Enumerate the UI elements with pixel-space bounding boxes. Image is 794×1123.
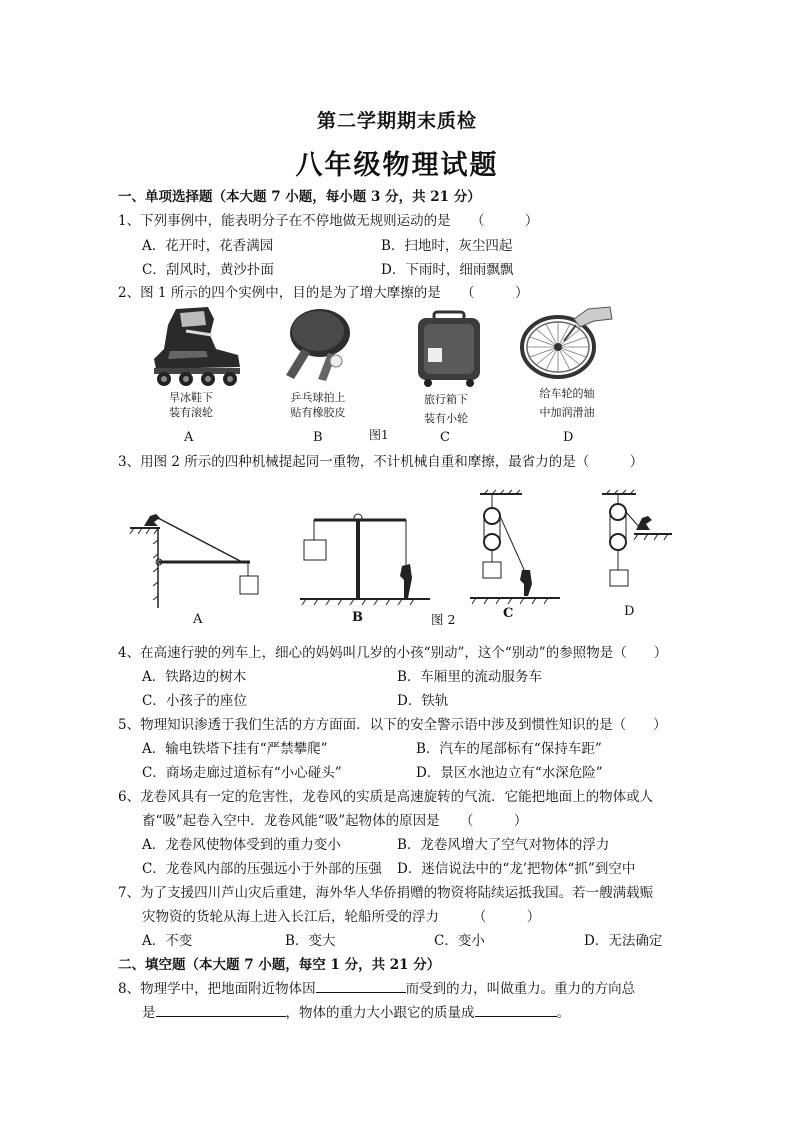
fig1-caption-b-line1: 乒乓球拍上: [290, 391, 346, 404]
question-8-part2: 而受到的力，叫做重力。重力的方向总: [405, 981, 636, 997]
question-7-option-d: D．无法确定: [584, 933, 663, 949]
question-5-option-a: A．输电铁塔下挂有“严禁攀爬”: [142, 741, 328, 757]
question-6-option-c: C．龙卷风内部的压强远小于外部的压强: [142, 861, 382, 877]
pulley-diagram-d: [596, 490, 672, 590]
question-8-line2: [142, 1001, 570, 1021]
fig1-caption-b: [278, 390, 358, 420]
bicycle-wheel-illustration: [514, 305, 614, 381]
question-8-blank-1[interactable]: [316, 978, 406, 993]
exam-subtitle: 八年级物理试题: [295, 150, 499, 181]
fig1-caption-c-line2: 装有小轮: [424, 412, 468, 425]
fig1-caption-d-line1: 给车轮的轴: [539, 387, 595, 400]
fig2-letter-b: B: [352, 610, 363, 625]
question-6-stem: 6、龙卷风具有一定的危害性，龙卷风的实质是高速旋转的气流．它能把地面上的物体或人: [118, 789, 654, 805]
question-5-stem: 5、物理知识渗透于我们生活的方方面面．以下的安全警示语中涉及到惯性知识的是（ ）: [118, 717, 667, 733]
fig1-caption-a-line2: 装有滚轮: [169, 406, 213, 419]
question-2-stem: 2、图 1 所示的四个实例中，目的是为了增大摩擦的是 （ ）: [118, 285, 529, 301]
question-8-line1: [118, 977, 635, 997]
lever-diagram-b: [300, 506, 430, 606]
question-8-part4: ，物体的重力大小跟它的质量成: [285, 1005, 475, 1021]
question-6-stem-line2: 畜“吸”起卷入空中．龙卷风能“吸”起物体的原因是 （ ）: [142, 813, 528, 829]
section-heading-fill-blank: 二、填空题（本大题 7 小题，每空 1 分，共 21 分）: [118, 957, 441, 973]
fig1-letter-a: A: [184, 430, 194, 445]
fig1-caption-b-line2: 贴有橡胶皮: [290, 406, 346, 419]
question-7-option-a: A．不变: [142, 933, 193, 949]
question-8-part1: 8、物理学中，把地面附近物体因: [118, 981, 316, 997]
fig2-label: 图 2: [431, 612, 456, 627]
question-8-part3: 是: [142, 1005, 156, 1021]
question-8-blank-3[interactable]: [475, 1002, 557, 1017]
question-7-option-c: C．变小: [434, 933, 485, 949]
fig1-caption-d-line2: 中加润滑油: [539, 406, 595, 419]
question-6-option-d: D．迷信说法中的“龙’把物体“抓”到空中: [397, 861, 636, 877]
question-5-option-c: C．商场走廊过道标有“小心碰头”: [142, 765, 342, 781]
question-5-option-b: B．汽车的尾部标有“保持车距”: [416, 741, 602, 757]
suitcase-illustration: [414, 312, 484, 388]
question-4-option-d: D．铁轨: [397, 693, 449, 709]
fig1-caption-a: [152, 390, 230, 420]
pulley-diagram-c: [470, 490, 560, 606]
question-4-option-c: C．小孩子的座位: [142, 693, 247, 709]
question-1-option-c: C．刮风时，黄沙扑面: [142, 262, 274, 278]
question-7-stem: 7、为了支援四川芦山灾后重建，海外华人华侨捐赠的物资将陆续运抵我国。若一艘满载赈: [118, 885, 654, 901]
fig1-caption-d: [525, 386, 609, 420]
question-4-stem: 4、在高速行驶的列车上，细心的妈妈叫几岁的小孩“别动”，这个“别动”的参照物是（ ）: [118, 645, 668, 661]
question-6-option-a: A．龙卷风使物体受到的重力变小: [142, 837, 341, 853]
question-4-option-a: A．铁路边的树木: [142, 669, 247, 685]
question-1-option-b: B．扫地时，灰尘四起: [381, 238, 513, 254]
question-8-part5: 。: [556, 1005, 570, 1021]
fig1-caption-c: [408, 392, 484, 426]
fig1-caption-c-line1: 旅行箱下: [424, 393, 468, 406]
fig1-letter-b: B: [313, 430, 323, 445]
fig2-letter-a: A: [193, 612, 203, 627]
question-3-stem: 3、用图 2 所示的四种机械提起同一重物，不计机械自重和摩擦，最省力的是（ ）: [118, 454, 644, 470]
question-1-stem: 1、下列事例中，能表明分子在不停地做无规则运动的是 （ ）: [118, 213, 539, 229]
lever-diagram-a: [130, 510, 270, 610]
ping-pong-paddle-illustration: [278, 305, 358, 385]
question-4-option-b: B．车厢里的流动服务车: [397, 669, 542, 685]
fig1-letter-c: C: [440, 430, 450, 445]
question-1-option-d: D．下雨时，细雨飘飘: [381, 262, 514, 278]
question-7-stem-line2: 灾物资的货轮从海上进入长江后，轮船所受的浮力 （ ）: [142, 909, 541, 925]
fig1-caption-a-line1: 旱冰鞋下: [169, 391, 213, 404]
question-8-blank-2[interactable]: [156, 1002, 286, 1017]
fig2-letter-c: C: [503, 606, 514, 621]
question-6-option-b: B．龙卷风增大了空气对物体的浮力: [397, 837, 610, 853]
fig1-label: 图1: [369, 428, 389, 442]
fig2-letter-d: D: [624, 604, 635, 619]
question-1-option-a: A．花开时，花香满园: [142, 238, 274, 254]
inline-skate-illustration: [146, 305, 242, 387]
question-5-option-d: D．景区水池边立有“水深危险”: [416, 765, 603, 781]
section-heading-choice: 一、单项选择题（本大题 7 小题，每小题 3 分，共 21 分）: [118, 189, 481, 205]
exam-title: 第二学期期末质检: [316, 110, 477, 132]
question-7-option-b: B．变大: [285, 933, 336, 949]
fig1-letter-d: D: [563, 430, 574, 445]
